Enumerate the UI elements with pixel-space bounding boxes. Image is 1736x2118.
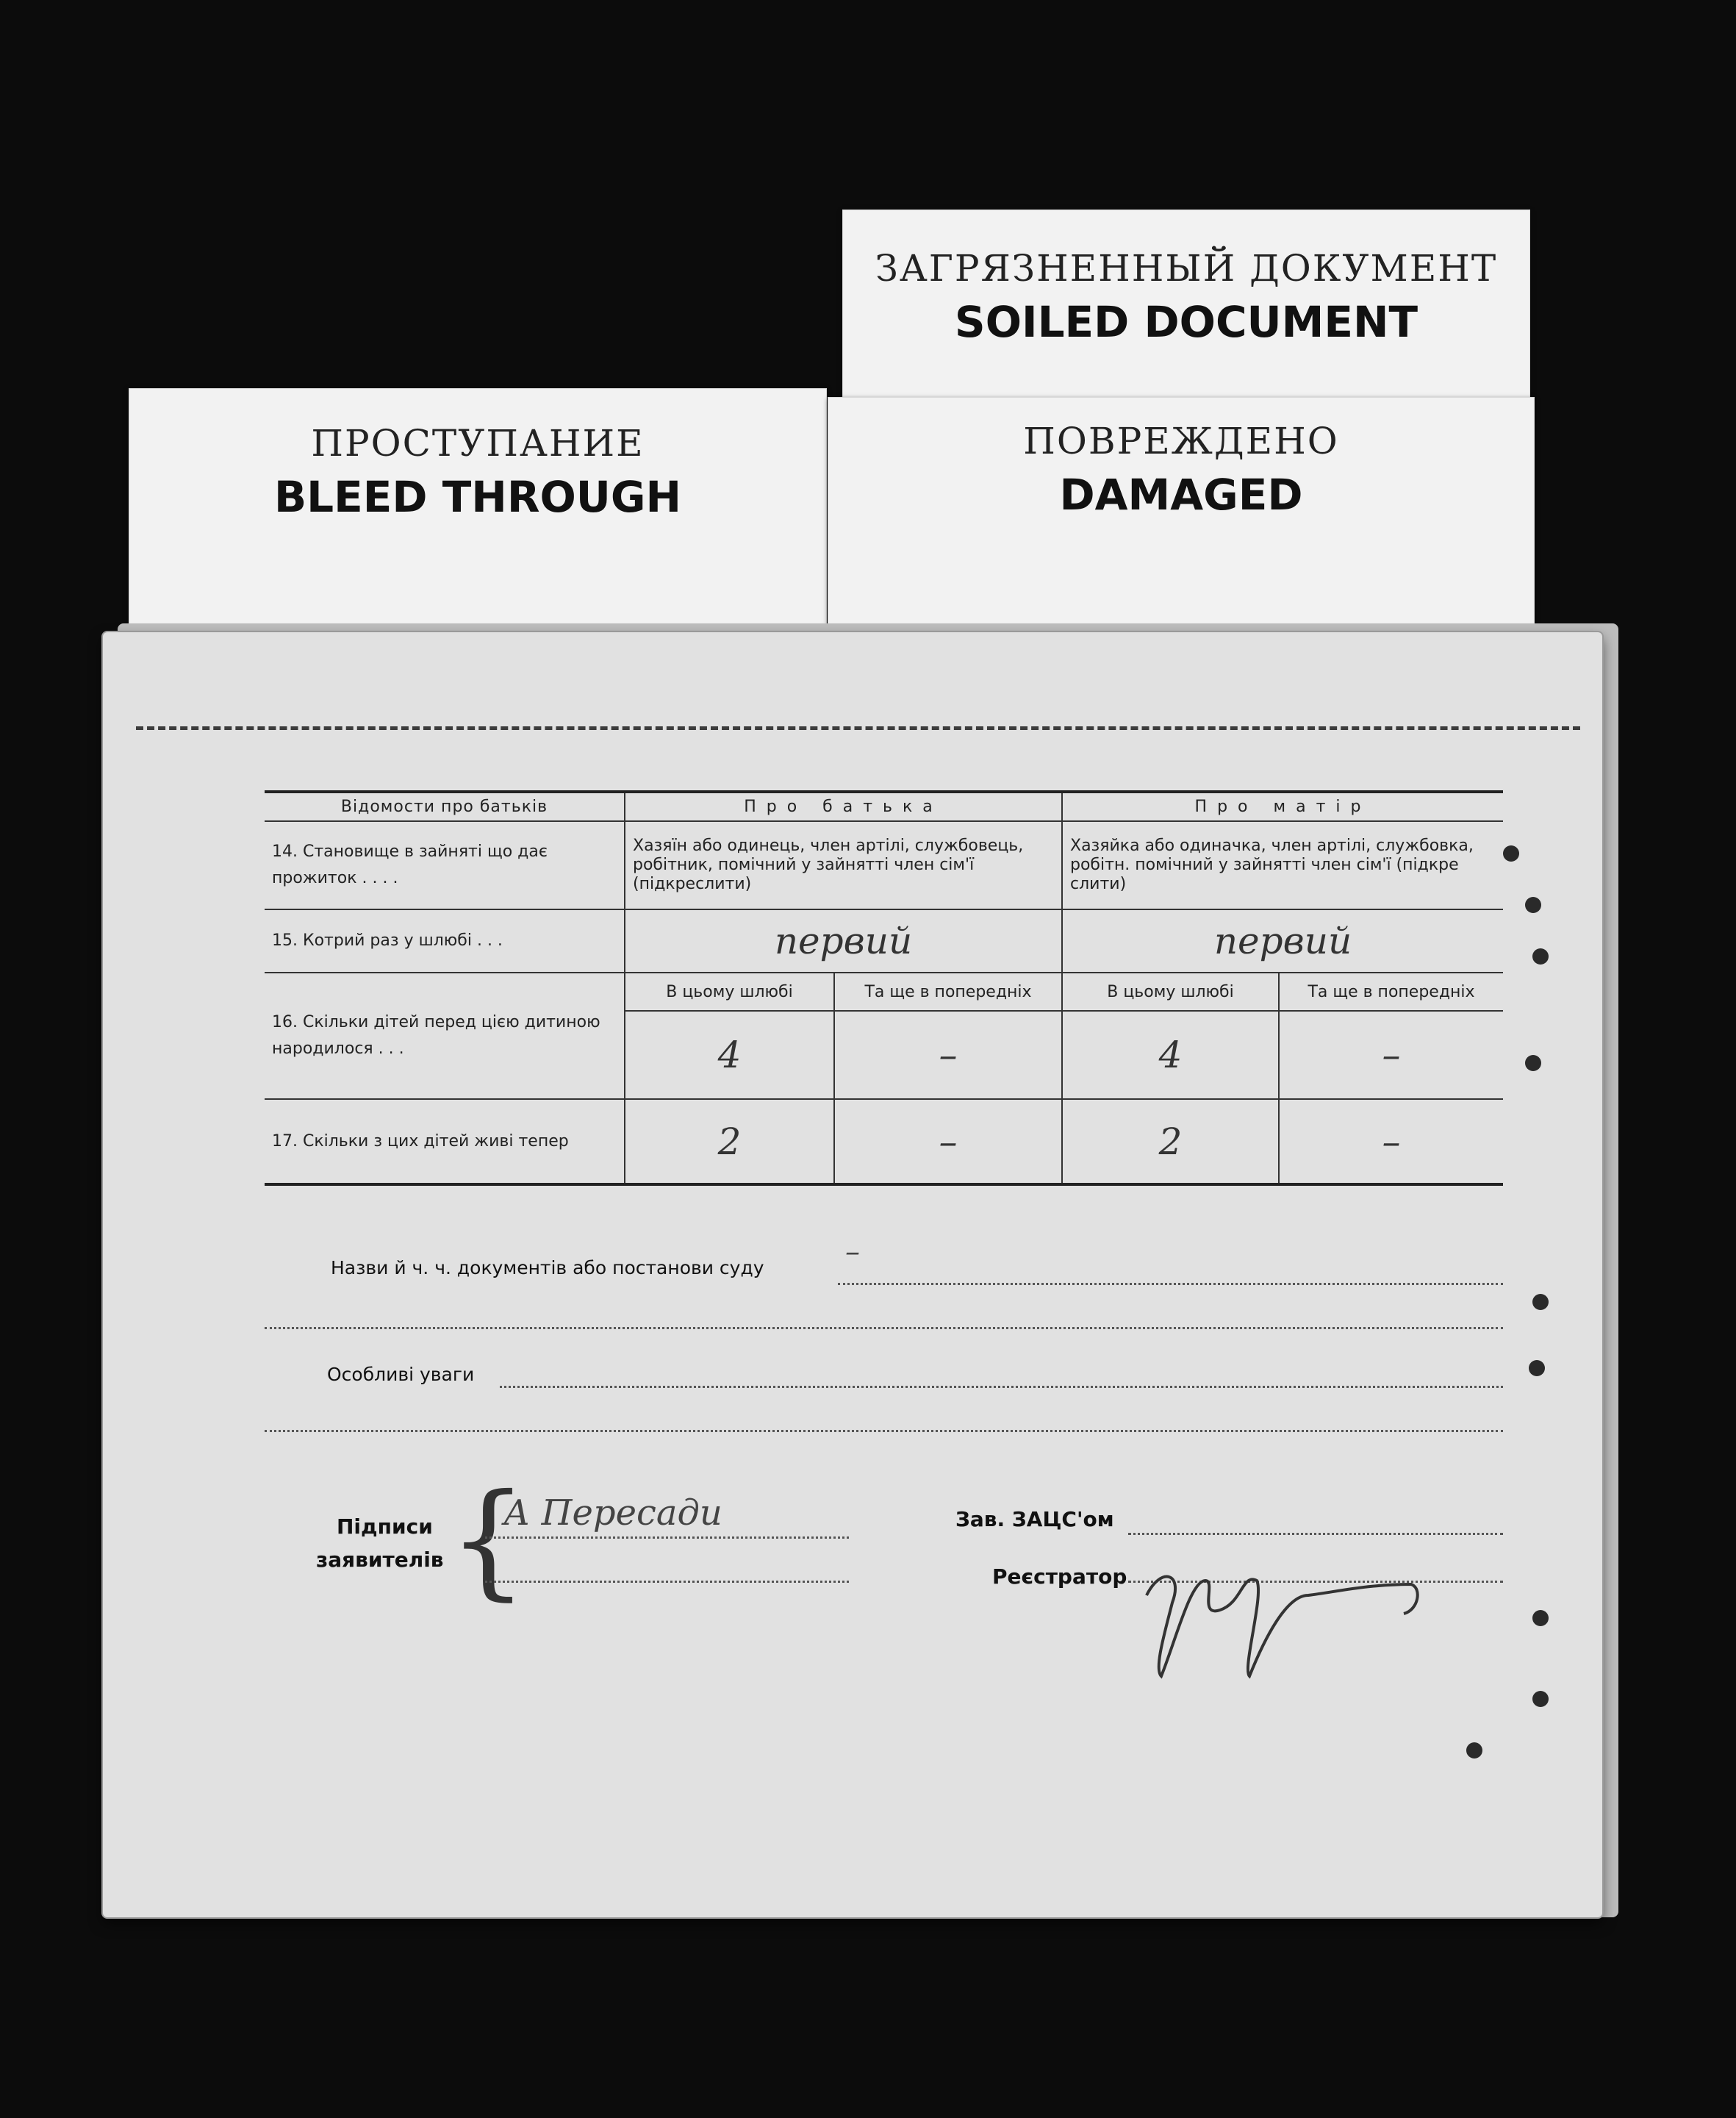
bleed-label-en: BLEED THROUGH [273,472,682,522]
documents-line-1 [838,1283,1503,1285]
soiled-label-en: SOILED DOCUMENT [954,297,1418,347]
subheader-mother-prev: Та ще в попередніх [1279,973,1503,1011]
punch-hole [1525,1055,1541,1071]
applicant-sign-line-1 [485,1536,849,1539]
q15-father-value: первий [625,909,1062,973]
notes-line-1 [500,1386,1503,1388]
subheader-father-prev: Та ще в попередніх [834,973,1062,1011]
q16-father-this: 4 [625,1011,834,1099]
applicant-sign-line-2 [485,1581,849,1583]
subheader-mother-this: В цьому шлюбі [1062,973,1279,1011]
q16-father-prev: – [834,1011,1062,1099]
q17-father-prev: – [834,1099,1062,1184]
header-parents-info: Відомости про батьків [265,792,625,821]
documents-value: – [845,1235,860,1269]
soiled-label-ru: ЗАГРЯЗНЕННЫЙ ДОКУМЕНТ [875,247,1498,290]
soiled-document-label-card [842,210,1530,423]
table-row-q14 [265,821,1503,909]
q17-father-this: 2 [625,1099,834,1184]
notes-line-2 [265,1430,1503,1432]
punch-hole [1503,845,1519,862]
bleed-label-ru: ПРОСТУПАНИЕ [311,422,645,465]
documents-line-2 [265,1327,1503,1329]
documents-label: Назви й ч. ч. документів або постанови суду [331,1257,764,1278]
applicant-signature: А Пересади [503,1492,722,1534]
q17-mother-prev: – [1279,1099,1503,1184]
applicants-label-2: заявителів [316,1548,444,1572]
punch-hole [1532,948,1549,965]
punch-hole [1525,897,1541,913]
q17-label: 17. Скільки з цих дітей живі тепер [265,1099,625,1184]
subheader-father-this: В цьому шлюбі [625,973,834,1011]
q14-label: 14. Становище в зайняті що дає прожиток . . . . [265,821,625,909]
table-row-q17 [265,1099,1503,1184]
perforation-line [136,726,1580,730]
punch-hole [1532,1691,1549,1707]
q15-label: 15. Котрий раз у шлюбі . . . [265,909,625,973]
registrar-label: Реєстратор [992,1564,1127,1589]
q16-mother-prev: – [1279,1011,1503,1099]
q15-mother-value: первий [1062,909,1503,973]
punch-hole [1532,1610,1549,1626]
q14-mother-options: Хазяйка або одиначка, член артілі, службовка, робітн. помічний у зайнятті член сім'ї (підкре слити) [1062,821,1503,909]
punch-hole [1466,1742,1482,1759]
head-zags-label: Зав. ЗАЦС'ом [955,1507,1114,1531]
punch-hole [1532,1294,1549,1310]
header-mother: Про матір [1062,792,1503,821]
table-subheader-row [265,973,1503,1011]
damaged-label-en: DAMAGED [1059,470,1303,520]
q16-label: 16. Скільки дітей перед цією дитиною народилося . . . [265,973,625,1099]
damaged-label-ru: ПОВРЕЖДЕНО [1023,420,1339,462]
table-header-row [265,792,1503,821]
header-father: Про батька [625,792,1062,821]
head-sign-line [1128,1533,1503,1535]
registrar-signature-scribble [1132,1551,1441,1684]
notes-label: Особливі уваги [327,1364,475,1385]
punch-hole [1529,1360,1545,1376]
q17-mother-this: 2 [1062,1099,1279,1184]
applicants-label-1: Підписи [337,1514,433,1539]
form-sheet [103,632,1602,1917]
table-row-q15 [265,909,1503,973]
q14-father-options: Хазяїн або одинець, член артілі, службовець, робітник, помічний у зайнятті член сім'ї (підкреслити) [625,821,1062,909]
applicants-brace: { [448,1467,528,1613]
parents-info-table [265,790,1503,1186]
q16-mother-this: 4 [1062,1011,1279,1099]
